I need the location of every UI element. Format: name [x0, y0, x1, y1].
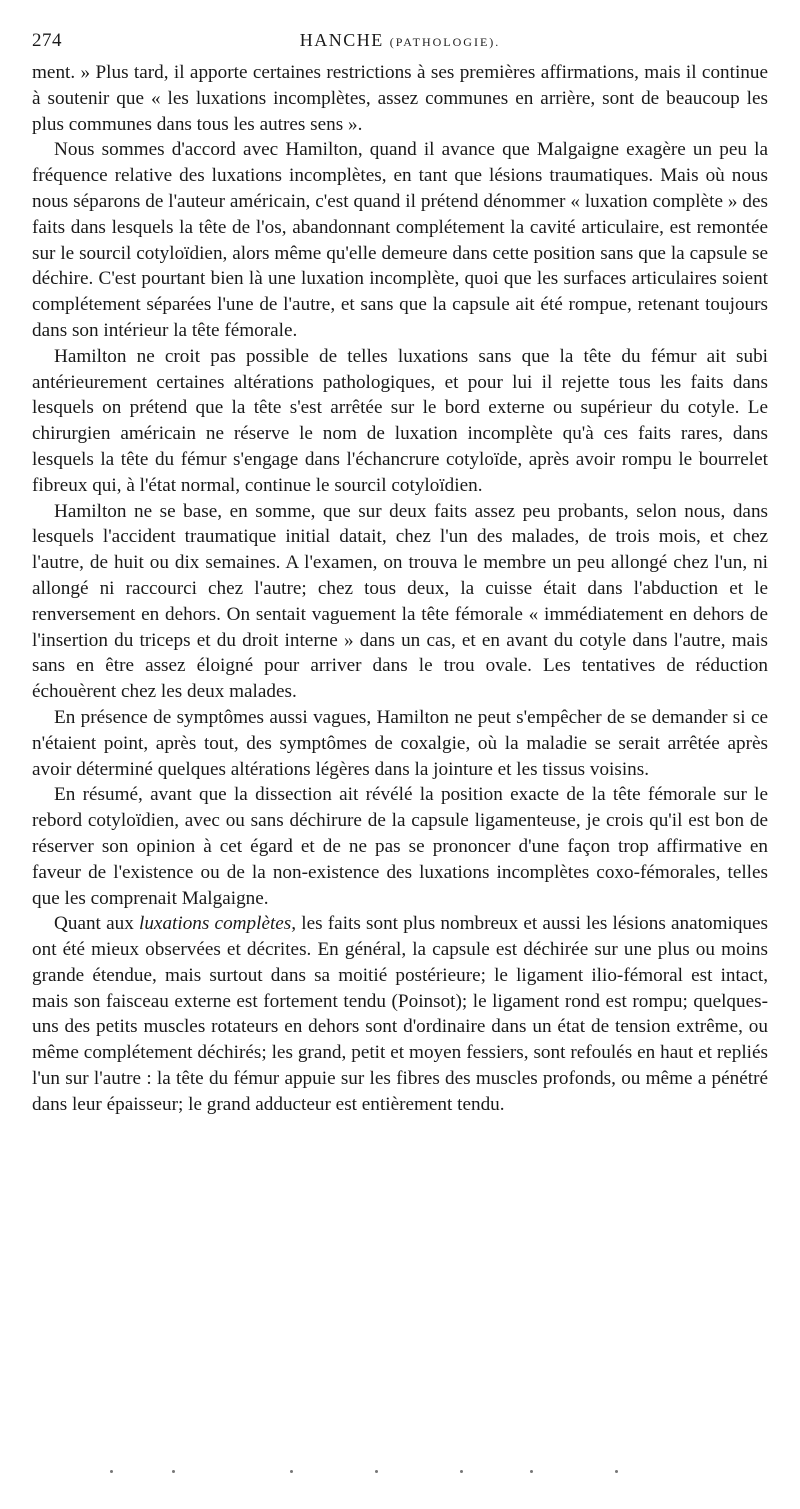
page-header	[32, 26, 768, 60]
running-head	[32, 30, 768, 51]
page-number: 274	[32, 30, 62, 51]
speck	[530, 1470, 533, 1473]
speck	[615, 1470, 618, 1473]
paragraph-7-lead: Quant aux	[54, 913, 139, 935]
running-subtitle: (PATHOLOGIE).	[389, 35, 501, 49]
speck	[290, 1470, 293, 1473]
bottom-print-specks	[110, 1470, 630, 1476]
speck	[460, 1470, 463, 1473]
paragraph-7-rest: les faits sont plus nombreux et aussi les lésions anatomiques ont été mieux observées et décrites. En général, la capsule est déchirée sur une plus ou moins grande étendue, mais surtout dans sa moitié postérieure; le ligament ilio-fémoral est intact, mais son faisceau externe est fortement tendu (Poinsot); le ligament rond est rompu; quelques-uns des petits muscles rotateurs en dehors sont d'ordinaire dans un état de tension extrême, ou même complétement déchirés; les grand, petit et moyen fessiers, sont refoulés en haut et repliés l'un sur l'autre : la tête du fémur appuie sur les fibres des muscles profonds, ou même a pénétré dans leur épaisseur; le grand adducteur est entièrement tendu.	[32, 913, 768, 1115]
paragraph-6: En résumé, avant que la dissection ait révélé la position exacte de la tête fémorale sur le rebord cotyloïdien, avec ou sans déchirure de la capsule ligamenteuse, je crois qu'il est bon de réserver son opinion à cet égard et de ne pas se prononcer d'une façon trop affirmative en faveur de l'existence ou de la non-existence des luxations incomplètes coxo-fémorales, telles que les comprenait Malgaigne.	[32, 784, 768, 909]
paragraph-1: ment. » Plus tard, il apporte certaines restrictions à ses premières affirmations, mais il continue à soutenir que « les luxations incomplètes, assez communes en arrière, sont de beaucoup les plus communes dans tous les autres sens ».	[32, 62, 768, 135]
paragraph-7	[32, 911, 768, 1117]
speck	[172, 1470, 175, 1473]
paragraph-4: Hamilton ne se base, en somme, que sur deux faits assez peu probants, selon nous, dans lesquels l'accident traumatique initial datait, chez l'un des malades, de trois mois, et chez l'autre, de huit ou dix semaines. A l'examen, on trouva le membre un peu allongé chez l'un, ni allongé ni raccourci chez l'autre; chez tous deux, la cuisse était dans l'abduction et le renversement en dehors. On sentait vaguement la tête fémorale « immédiatement en dehors de l'insertion du triceps et du droit interne » dans un cas, et en avant du cotyle dans l'autre, mais sans en être assez éloigné pour arriver dans le trou ovale. Les tentatives de réduction échouèrent chez les deux malades.	[32, 500, 768, 703]
speck	[110, 1470, 113, 1473]
paragraph-2: Nous sommes d'accord avec Hamilton, quand il avance que Malgaigne exagère un peu la fréquence relative des luxations incomplètes, en tant que lésions traumatiques. Mais où nous nous séparons de l'auteur américain, c'est quand il prétend dénommer « luxation complète » des faits dans lesquels la tête de l'os, abandonnant complétement la cavité articulaire, est remontée sur le sourcil cotyloïdien, alors même qu'elle demeure dans cette position sans que la capsule se déchire. C'est pourtant bien là une luxation incomplète, quoi que les surfaces articulaires soient complétement séparées l'une de l'autre, et sans que la capsule ait été rompue, retenant toujours dans son intérieur la tête fémorale.	[32, 139, 768, 341]
italic-term: luxations complètes,	[139, 913, 297, 935]
running-title: HANCHE	[299, 30, 384, 50]
paragraph-5: En présence de symptômes aussi vagues, Hamilton ne peut s'empêcher de se demander si ce n'étaient point, après tout, des symptômes de coxalgie, où la maladie se serait arrêtée après avoir déterminé quelques altérations légères dans la jointure et les tissus voisins.	[32, 706, 768, 780]
paragraph-3: Hamilton ne croit pas possible de telles luxations sans que la tête du fémur ait subi antérieurement certaines altérations pathologiques, et pour lui il rejette tous les faits dans lesquels on prétend que la tête s'est arrêtée sur le bord externe ou supérieur du cotyle. Le chirurgien américain ne réserve le nom de luxation incomplète qu'à ces faits rares, dans lesquels la tête du fémur s'engage dans l'échancrure cotyloïde, après avoir rompu le bourrelet fibreux qui, à l'état normal, continue le sourcil cotyloïdien.	[32, 345, 768, 496]
body-text	[32, 60, 768, 1118]
book-page	[32, 26, 768, 1118]
speck	[375, 1470, 378, 1473]
